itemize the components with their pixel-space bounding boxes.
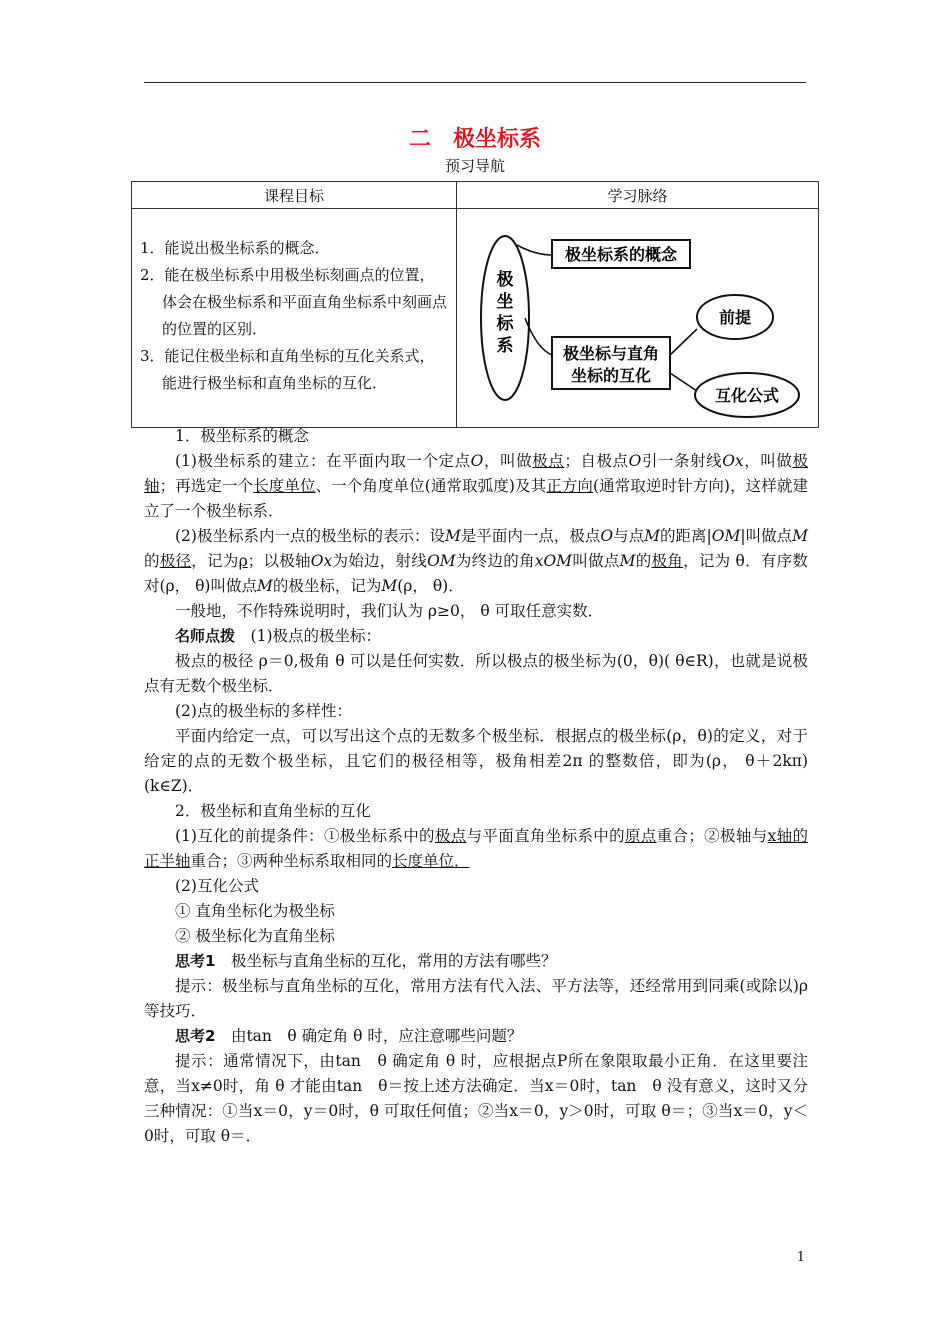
header-rule (144, 82, 806, 83)
table-header-context: 学习脉络 (457, 182, 819, 209)
root-char: 极 (496, 270, 514, 290)
conversion-box-label: 极坐标与直角 (562, 344, 660, 363)
root-char: 标 (496, 314, 514, 334)
goal-item: 3．能记住极坐标和直角坐标的互化关系式，能进行极坐标和直角坐标的互化． (140, 347, 435, 392)
think-label: 思考1 (175, 952, 216, 970)
paragraph: (1)极坐标系的建立：在平面内取一个定点O，叫做极点；自极点O引一条射线Ox，叫做极轴；再选定一个长度单位、一个角度单位(通常取弧度)及其正方向(通常取逆时针方向)，这样就建立了一个极坐标系． (144, 452, 808, 520)
paragraph: ① 直角坐标化为极坐标 (175, 902, 335, 920)
conversion-box-label: 坐标的互化 (570, 366, 652, 385)
connector-line (670, 373, 697, 391)
paragraph: 思考2 由tan θ 确定角 θ 时，应注意哪些问题？ (175, 1027, 523, 1045)
page-title: 二 极坐标系 (408, 127, 541, 152)
paragraph: 极点的极径 ρ＝0,极角 θ 可以是任何实数．所以极点的极坐标为(0，θ)( θ∈R)，也就是说极点有无数个极坐标． (144, 652, 808, 695)
paragraph: (1)互化的前提条件：①极坐标系中的极点与平面直角坐标系中的原点重合；②极轴与x轴的正半轴重合；③两种坐标系取相同的长度单位． (144, 827, 808, 870)
tip-label: 名师点拨 (175, 627, 236, 645)
paragraph: ② 极坐标化为直角坐标 (175, 927, 335, 945)
main-content (144, 424, 808, 1149)
paragraph: (2)极坐标系内一点的极坐标的表示：设M是平面内一点，极点O与点M的距离|OM|叫做点M的极径，记为ρ；以极轴Ox为始边，射线OM为终边的角xOM叫做点M的极角，记为 θ．有序数对(ρ， θ)叫做点M的极坐标，记为M(ρ， θ)． (144, 527, 808, 595)
concept-map (457, 209, 818, 427)
table-header-goals: 课程目标 (132, 182, 457, 209)
connector-line (670, 329, 697, 355)
concept-map-cell (457, 209, 819, 428)
paragraph: (2)点的极坐标的多样性： (175, 702, 352, 720)
goals-cell (132, 209, 457, 428)
section-heading: 1．极坐标系的概念 (175, 427, 309, 445)
paragraph: 名师点拨 (1)极点的极坐标： (175, 627, 381, 645)
root-char: 坐 (496, 292, 514, 312)
concept-map-diagram (457, 209, 819, 427)
paragraph: 提示：通常情况下，由tan θ 确定角 θ 时，应根据点P所在象限取最小正角．在这里要注意，当x≠0时，角 θ 才能由tan θ＝按上述方法确定．当x＝0时，tan θ 没有意义，这时又分三种情况：①当x＝0，y＝0时，θ 可取任何值；②当x＝0，y＞0时，可取 θ＝；③当x＝0，y＜0时，可取 θ＝． (144, 1052, 808, 1145)
section-heading: 2．极坐标和直角坐标的互化 (175, 802, 371, 820)
premise-label: 前提 (718, 308, 752, 327)
paragraph: (2)互化公式 (175, 877, 259, 895)
paragraph: 一般地，不作特殊说明时，我们认为 ρ≥0， θ 可取任意实数． (175, 602, 604, 620)
formula-label: 互化公式 (714, 386, 780, 405)
goal-item: 1．能说出极坐标系的概念． (140, 239, 330, 257)
root-char: 系 (496, 336, 514, 356)
page-subtitle: 预习导航 (444, 157, 505, 175)
connector-line (517, 245, 552, 255)
paragraph: 平面内给定一点，可以写出这个点的无数多个极坐标．根据点的极坐标(ρ，θ)的定义，对于给定的点的无数个极坐标，且它们的极径相等，极角相差2π 的整数倍，即为(ρ， θ＋2kπ)(k∈Z)． (144, 727, 808, 795)
page-number: 1 (796, 1250, 805, 1265)
paragraph: 思考1 极坐标与直角坐标的互化，常用的方法有哪些？ (175, 952, 557, 970)
concept-box-label: 极坐标系的概念 (564, 245, 678, 264)
preview-table (131, 181, 819, 428)
think-label: 思考2 (175, 1027, 216, 1045)
goal-item: 2．能在极坐标系中用极坐标刻画点的位置，体会在极坐标系和平面直角坐标系中刻画点的位置的区别． (140, 266, 448, 338)
paragraph: 提示：极坐标与直角坐标的互化，常用方法有代入法、平方法等，还经常用到同乘(或除以)ρ 等技巧． (144, 977, 808, 1020)
